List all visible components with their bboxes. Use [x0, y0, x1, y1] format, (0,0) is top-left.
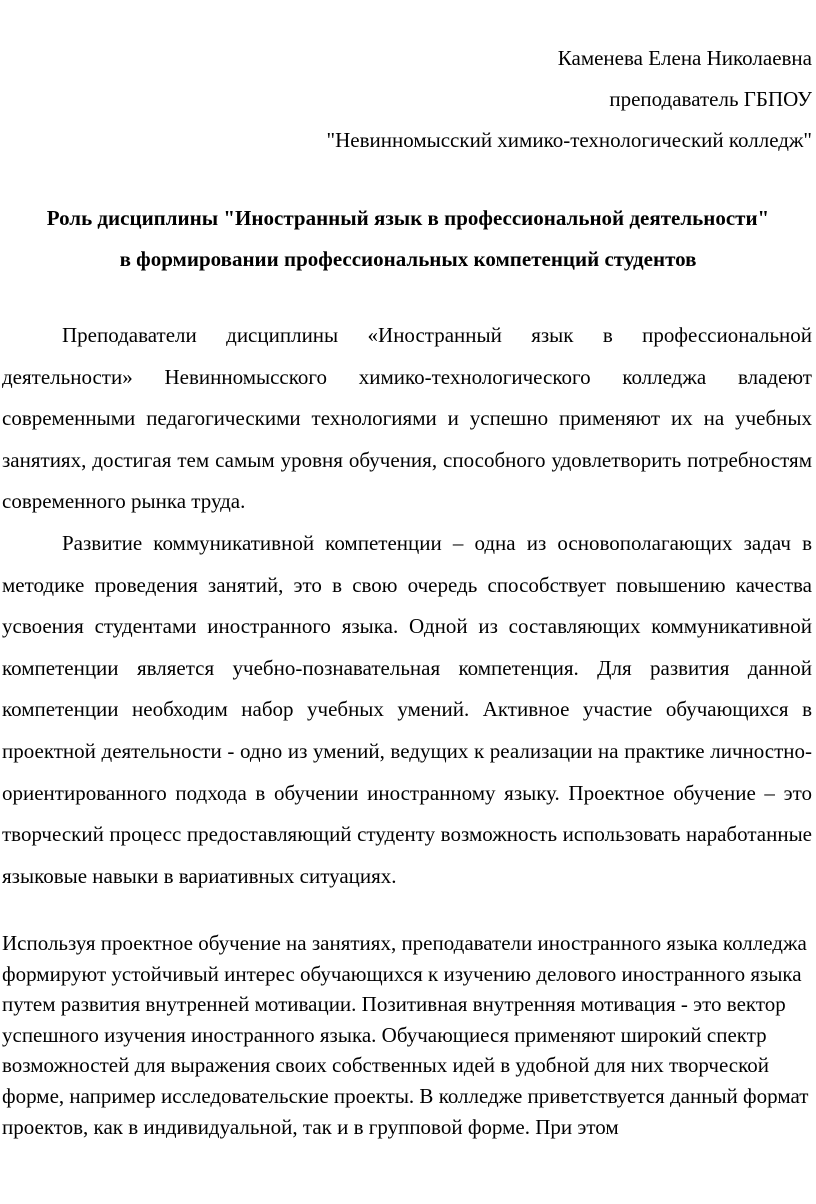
author-position: преподаватель ГБПОУ	[609, 87, 812, 111]
paragraph-2: Развитие коммуникативной компетенции – одна из основополагающих задач в методике проведения занятий, это в свою очередь способствует повышению качества усвоения студентами иностранного языка. Одной из составляющих коммуникативной компетенции является учебно-познавательная компетенция. Для развития данной компетенции необходим набор учебных умений. Активное участие обучающихся в проектной деятельности - одно из умений, ведущих к реализации на практике личностно-ориентированного подхода в обучении иностранному языку. Проектное обучение – это творческий процесс предоставляющий студенту возможность использовать наработанные языковые навыки в вариативных ситуациях.	[2, 530, 812, 888]
paragraph-1: Преподаватели дисциплины «Иностранный язык в профессиональной деятельности» Невинномысского химико-технологического колледжа владеют современными педагогическими технологиями и успешно применяют их на учебных занятиях, достигая тем самым уровня обучения, способного удовлетворить потребностям современного рынка труда.	[2, 323, 812, 514]
author-block	[327, 38, 812, 161]
author-name: Каменева Елена Николаевна	[557, 46, 812, 70]
paragraph-3: Используя проектное обучение на занятиях, преподаватели иностранного языка колледжа формируют устойчивый интерес обучающихся к изучению делового иностранного языка путем развития внутренней мотивации. Позитивная внутренняя мотивация - это вектор успешного изучения иностранного языка. Обучающиеся применяют широкий спектр возможностей для выражения своих собственных идей в удобной для них творческой форме, например исследовательские проекты. В колледже приветствуется данный формат проектов, как в индивидуальной, так и в групповой форме. При этом	[2, 931, 809, 1139]
body-text	[2, 315, 812, 897]
document-title	[0, 198, 816, 280]
body-text-single-spaced	[2, 928, 812, 1142]
author-organization: "Невинномысский химико-технологический колледж"	[326, 128, 812, 152]
title-line-1: Роль дисциплины "Иностранный язык в профессиональной деятельности"	[46, 206, 770, 230]
title-line-2: в формировании профессиональных компетенций студентов	[119, 247, 697, 271]
